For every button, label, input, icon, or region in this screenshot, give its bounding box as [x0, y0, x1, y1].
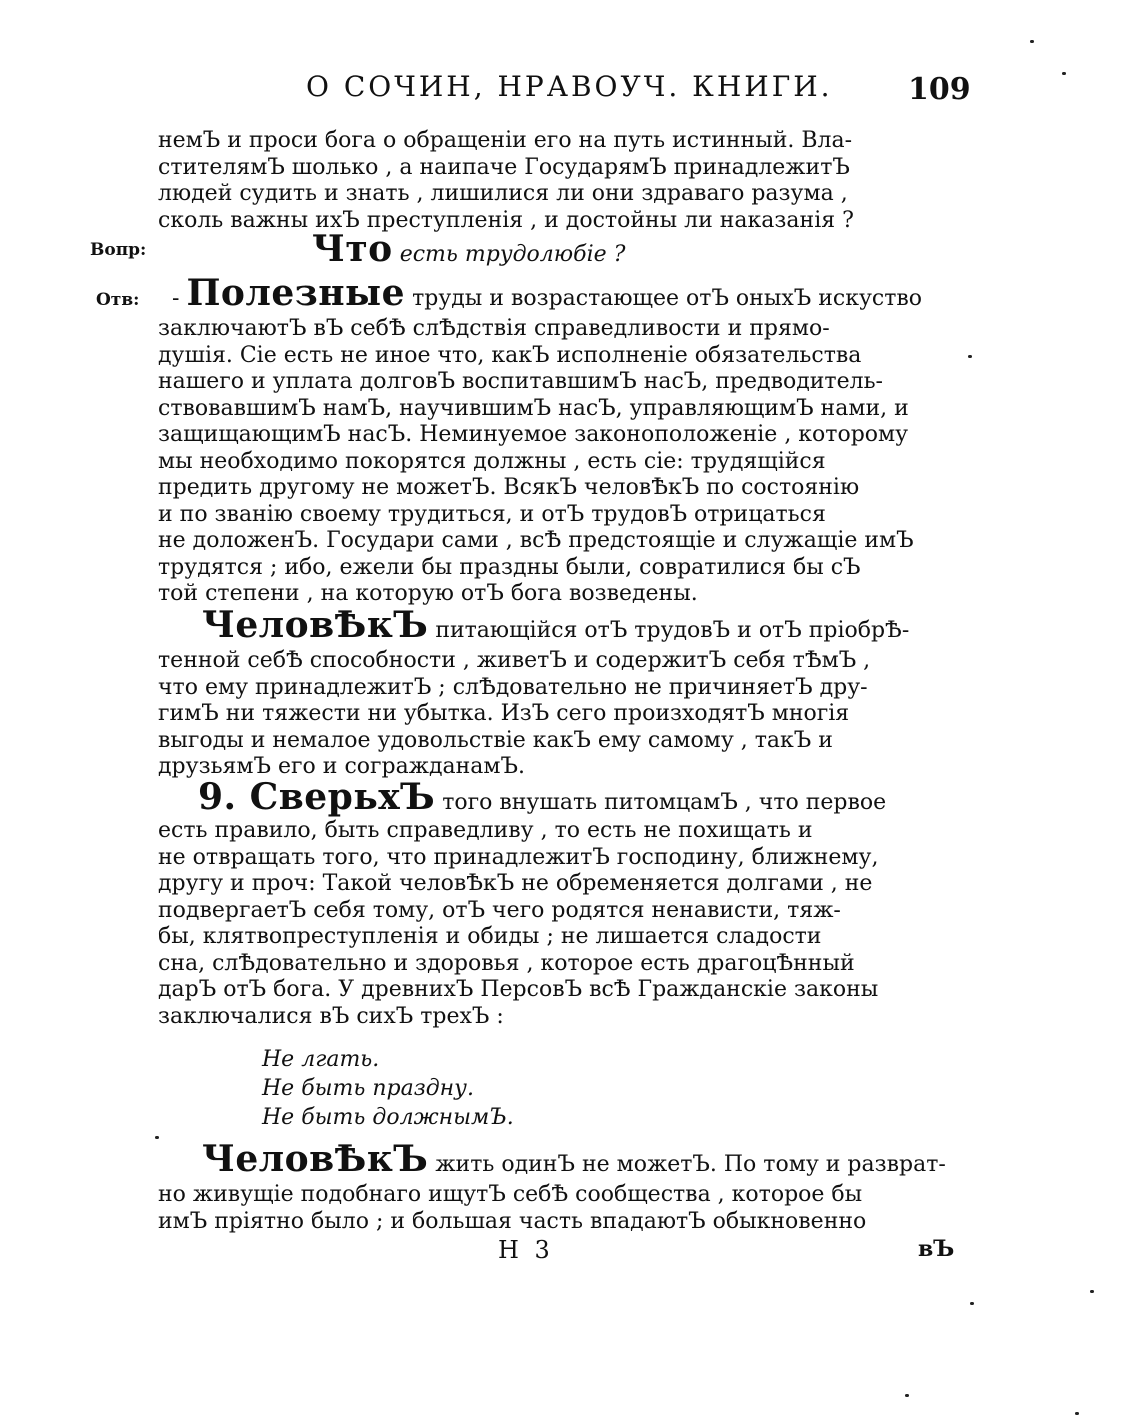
scan-speck [970, 1302, 974, 1305]
running-title: О СОЧИН, НРАВОУЧ. КНИГИ. [306, 70, 833, 103]
text-line: стителямЪ шолько , а наипаче ГосударямЪ принадлежитЪ [158, 154, 850, 180]
text-line: заключаютЪ вЪ себѢ слѢдствiя справедливости и прямо- [158, 316, 830, 341]
text-line: не доложенЪ. Государи сами , всѢ предстоящiе и служащiе имЪ [158, 528, 914, 553]
paragraph-lead-word: ЧеловѢкЪ [202, 1138, 429, 1180]
paragraph-continuation [158, 128, 950, 234]
question-marker: Вопр: [90, 240, 147, 260]
text-line: но живущiе подобнаго ищутЪ себѢ сообщества , которое бы [158, 1182, 863, 1207]
question-lead-word: Что [312, 228, 393, 270]
paragraph-first-line [198, 776, 886, 818]
paragraph [158, 1182, 950, 1235]
maxim-item: Не быть праздну. [262, 1076, 474, 1101]
text-line: той степени , на которую отЪ бога возведены. [158, 581, 698, 606]
text-line: тенной себѢ способности , живетЪ и содержитЪ себя тѢмЪ , [158, 648, 871, 673]
question-text: есть трудолюбiе ? [399, 242, 626, 267]
text-line: трудятся ; ибо, ежели бы праздны были, совратилися бы сЪ [158, 554, 861, 580]
scan-speck [155, 1136, 159, 1139]
paragraph-first-text: жить одинЪ не можетЪ. По тому и разврат- [435, 1152, 946, 1177]
running-head [0, 70, 1140, 110]
scan-speck [968, 355, 972, 358]
text-line: не отвращать того, что принадлежитЪ господину, ближнему, [158, 844, 879, 870]
text-line: подвергаетЪ себя тому, отЪ чего родятся ненависти, тяж- [158, 897, 841, 923]
paragraph [158, 648, 950, 781]
catchword: вЪ [918, 1236, 955, 1262]
text-line: нашего и уплата долговЪ воспитавшимЪ насЪ, предводитель- [158, 369, 883, 394]
page-number: 109 [908, 72, 971, 107]
paragraph-first-line [202, 604, 909, 646]
paragraph-lead-word: ЧеловѢкЪ [202, 604, 429, 646]
text-line: гимЪ ни тяжести ни убытка. ИзЪ сего произходятЪ многiя [158, 701, 850, 726]
text-line: немЪ и проси бога о обращенiи его на путь истинный. Вла- [158, 128, 853, 153]
text-line: заключалися вЪ сихЪ трехЪ : [158, 1003, 504, 1029]
scan-speck [905, 1394, 909, 1397]
answer-first-line [172, 272, 922, 314]
text-line: выгоды и немалое удовольствiе какЪ ему самому , такЪ и [158, 727, 833, 753]
paragraph-lead-word: 9. СверьхЪ [198, 776, 436, 818]
text-line: что ему принадлежитЪ ; слѢдовательно не причиняетЪ дру- [158, 674, 868, 700]
signature-mark: Н 3 [498, 1236, 554, 1264]
answer-lead-word: Полезные [186, 272, 406, 314]
paragraph-first-text: питающiйся отЪ трудовЪ и отЪ прiобрѢ- [435, 618, 910, 643]
text-line: ствовавшимЪ намЪ, научившимЪ насЪ, управляющимЪ нами, и [158, 395, 909, 421]
scan-speck [1090, 1290, 1094, 1293]
maxims-list [262, 1045, 514, 1132]
paragraph [158, 818, 950, 1030]
text-line: дарЪ отЪ бога. У древнихЪ ПерсовЪ всѢ Гражданскiе законы [158, 977, 879, 1002]
scan-speck [1030, 40, 1034, 43]
text-line: мы необходимо покорятся должны , есть сiе: трудящiйся [158, 448, 826, 474]
text-line: есть правило, быть справедливу , то есть не похищать и [158, 818, 813, 843]
text-line: сколь важны ихЪ преступленiя , и достойны ли наказанiя ? [158, 207, 854, 233]
text-line: людей судить и знать , лишилися ли они здраваго разума , [158, 181, 848, 206]
text-line: защищающимЪ насЪ. Неминуемое законоположенiе , которому [158, 422, 909, 447]
paragraph-first-line [202, 1138, 946, 1180]
scan-speck [1062, 72, 1066, 75]
text-line: друзьямЪ его и согражданамЪ. [158, 754, 526, 779]
maxim-item: Не лгать. [262, 1047, 380, 1072]
text-line: душiя. Сiе есть не иное что, какЪ исполненiе обязательства [158, 342, 862, 368]
text-line: сна, слѢдовательно и здоровья , которое есть драгоцѢнный [158, 950, 855, 976]
text-line: и по званiю своему трудиться, и отЪ трудовЪ отрицаться [158, 501, 826, 527]
answer-dash: - [172, 286, 180, 311]
text-line: бы, клятвопреступленiя и обиды ; не лишается сладости [158, 924, 822, 949]
answer-marker: Отв: [96, 290, 140, 310]
answer-paragraph [158, 316, 950, 608]
text-line: предить другому не можетЪ. ВсякЪ человѢкЪ по состоянiю [158, 475, 860, 500]
maxim-item: Не быть должнымЪ. [262, 1105, 514, 1130]
answer-first-text: труды и возрастающее отЪ оныхЪ искуство [412, 286, 923, 311]
text-line: имЪ прiятно было ; и большая часть впадаютЪ обыкновенно [158, 1208, 867, 1234]
question-line [312, 228, 625, 270]
text-line: другу и проч: Такой человѢкЪ не обременяется долгами , не [158, 871, 873, 896]
scan-speck [1075, 1412, 1079, 1415]
paragraph-first-text: того внушать питомцамЪ , что первое [442, 790, 887, 815]
